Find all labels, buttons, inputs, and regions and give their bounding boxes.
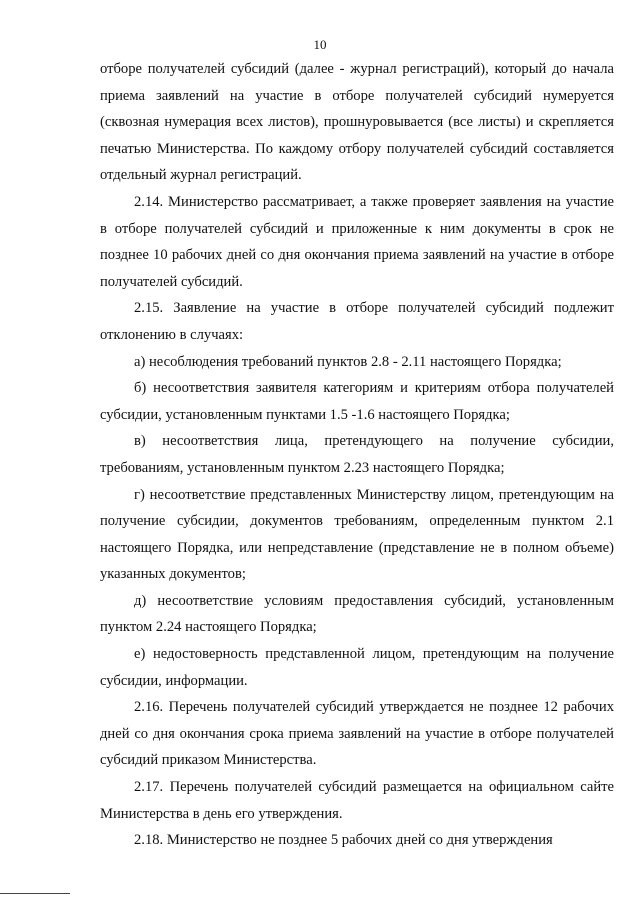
list-item-g: г) несоответствие представленных Министерству лицом, претендующим на получение субсидии, документов требованиям, определенным пунктом 2.1 настоящего Порядка, или непредставление (представление не в полном объеме) указанных документов; <box>100 486 614 583</box>
list-item-b: б) несоответствия заявителя категориям и критериям отбора получателей субсидии, установленным пунктами 1.5 -1.6 настоящего Порядка; <box>100 380 614 423</box>
paragraph-2-16: 2.16. Перечень получателей субсидий утверждается не позднее 12 рабочих дней со дня окончания срока приема заявлений на участие в отборе получателей субсидий приказом Министерства. <box>100 699 614 769</box>
paragraph-2-15: 2.15. Заявление на участие в отборе получателей субсидий подлежит отклонению в случаях: <box>100 300 614 343</box>
list-item-v: в) несоответствия лица, претендующего на получение субсидии, требованиям, установленным пунктом 2.23 настоящего Порядка; <box>100 433 614 476</box>
list-item-d: д) несоответствие условиям предоставления субсидий, установленным пунктом 2.24 настоящего Порядка; <box>100 592 614 636</box>
paragraph-2-18: 2.18. Министерство не позднее 5 рабочих дней со дня утверждения <box>134 832 553 849</box>
scan-edge-line <box>0 893 70 894</box>
paragraph-2-14: 2.14. Министерство рассматривает, а также проверяет заявления на участие в отборе получателей субсидий и приложенные к ним документы в срок не позднее 10 рабочих дней со дня окончания приема заявлений на участие в отборе получателей субсидий. <box>100 193 614 290</box>
paragraph-journal-continuation: отборе получателей субсидий (далее - журнал регистраций), который до начала приема заявлений на участие в отборе получателей субсидий нумеруется (сквозная нумерация всех листов), прошнуровывается (все листы) и скрепляется печатью Министерства. По каждому отбору получателей субсидий составляется отдельный журнал регистраций. <box>100 61 614 184</box>
list-item-e: е) недостоверность представленной лицом, претендующим на получение субсидии, информации. <box>100 646 614 689</box>
list-item-a: а) несоблюдения требований пунктов 2.8 - 2.11 настоящего Порядка; <box>134 353 562 370</box>
page-number: 10 <box>313 37 327 52</box>
paragraph-2-17: 2.17. Перечень получателей субсидий размещается на официальном сайте Министерства в день его утверждения. <box>100 779 614 822</box>
document-body <box>100 56 614 854</box>
